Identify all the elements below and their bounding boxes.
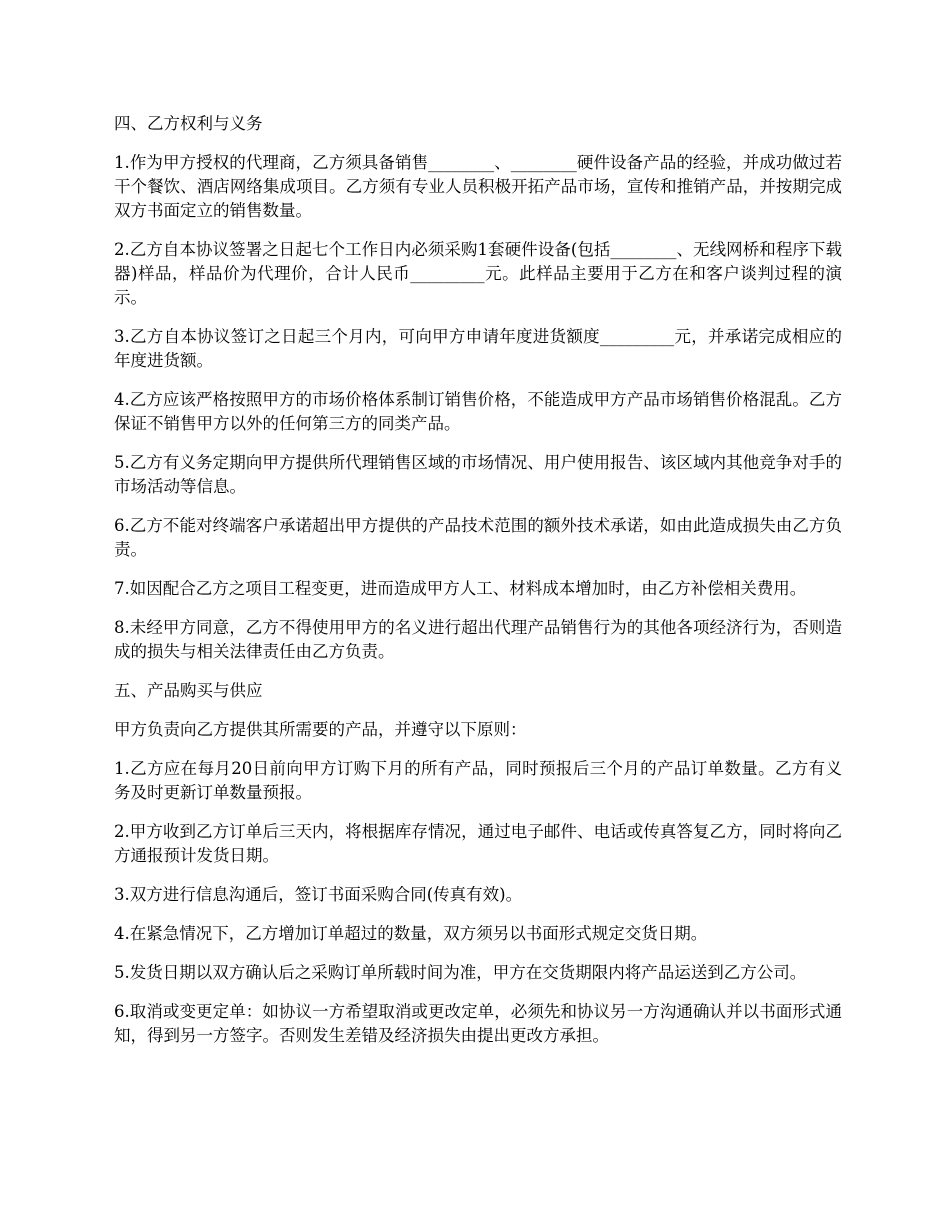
clause-4-8: 8.未经甲方同意，乙方不得使用甲方的名义进行超出代理产品销售行为的其他各项经济行为，否则造成的损失与相关法律责任由乙方负责。: [114, 618, 842, 661]
clause-4-1: 1.作为甲方授权的代理商，乙方须具备销售________、________硬件设备产品的经验，并成功做过若干个餐饮、酒店网络集成项目。乙方须有专业人员积极开拓产品市场，宣传和推销产品，并按期完成双方书面定立的销售数量。: [114, 153, 842, 220]
clause-5-3: 3.双方进行信息沟通后，签订书面采购合同(传真有效)。: [114, 885, 523, 904]
clause-4-5: 5.乙方有义务定期向甲方提供所代理销售区域的市场情况、用户使用报告、该区域内其他竞争对手的市场活动等信息。: [114, 453, 842, 496]
clause-4-3: 3.乙方自本协议签订之日起三个月内，可向甲方申请年度进货额度_________元，并承诺完成相应的年度进货额。: [114, 327, 842, 370]
section-heading-rights-obligations: 四、乙方权利与义务: [114, 114, 263, 133]
clause-5-2: 2.甲方收到乙方订单后三天内，将根据库存情况，通过电子邮件、电话或传真答复乙方，同时将向乙方通报预计发货日期。: [114, 822, 842, 865]
section-5-intro: 甲方负责向乙方提供其所需要的产品，并遵守以下原则：: [114, 720, 527, 739]
clause-5-1: 1.乙方应在每月20日前向甲方订购下月的所有产品，同时预报后三个月的产品订单数量。乙方有义务及时更新订单数量预报。: [114, 759, 842, 802]
clause-5-4: 4.在紧急情况下，乙方增加订单超过的数量，双方须另以书面形式规定交货日期。: [114, 924, 708, 943]
clause-4-7: 7.如因配合乙方之项目工程变更，进而造成甲方人工、材料成本增加时，由乙方补偿相关费用。: [114, 579, 807, 598]
clause-5-6: 6.取消或变更定单：如协议一方希望取消或更改定单，必须先和协议另一方沟通确认并以书面形式通知，得到另一方签字。否则发生差错及经济损失由提出更改方承担。: [114, 1002, 842, 1045]
clause-5-5: 5.发货日期以双方确认后之采购订单所载时间为准，甲方在交货期限内将产品运送到乙方公司。: [114, 963, 807, 982]
clause-4-6: 6.乙方不能对终端客户承诺超出甲方提供的产品技术范围的额外技术承诺，如由此造成损失由乙方负责。: [114, 516, 842, 559]
clause-4-4: 4.乙方应该严格按照甲方的市场价格体系制订销售价格，不能造成甲方产品市场销售价格混乱。乙方保证不销售甲方以外的任何第三方的同类产品。: [114, 390, 842, 433]
clause-4-2: 2.乙方自本协议签署之日起七个工作日内必须采购1套硬件设备(包括________、无线网桥和程序下载器)样品，样品价为代理价，合计人民币_________元。此样品主要用于乙方在和客户谈判过程的演示。: [114, 240, 842, 307]
document-body: [114, 112, 842, 1063]
section-heading-purchase-supply: 五、产品购买与供应: [114, 681, 263, 700]
